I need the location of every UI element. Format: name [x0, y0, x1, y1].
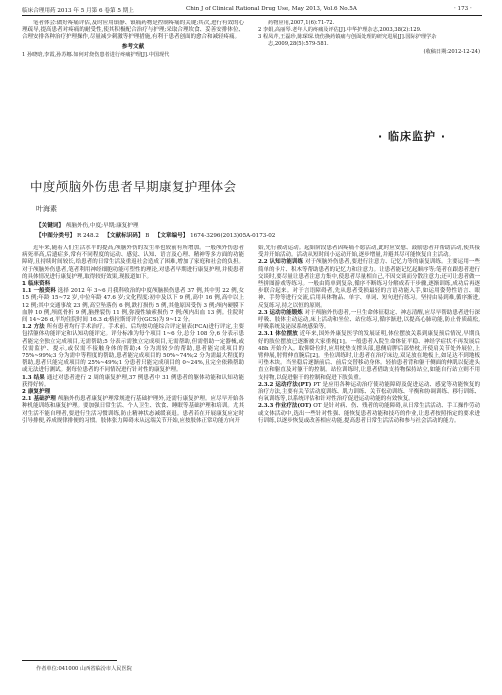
section-2-3-1-text: 近年来,国外外康复医学的发展证明,体位摆放关系到康复预后情况,早期良好的肢位摆放已逐渐被大家重视[1]。一般患者入院生命体征平稳、神经学症状不再发展后 48h 开始介入。取仰卧位时,应用枕垫支撑头部,患侧肩胛后部垫枕,开使肩关节处外展位,上臂伸展,肘臂伸直腕后[2]。坐位训练时,让患者在治疗床边,双足放在地板上,如足达不到地板可垫木块。当坐稳后逐渐前后、前后交替移动身体。轻抬患者背和躯干侧面的伸肌以促进头直立和躯直及对躯干的控制。站位训练时,让患者借助支持物保持站立,如能自行站立则不用支持物,以促进躯干的控制和促进下肢负重。 [258, 331, 480, 381]
section-2-3-3 [258, 403, 480, 425]
previous-article-paragraph: 笔者体会:做好疼痛评估,及时应用镇静、镇痛药物是控制疼痛的关键;其次,进行有效的心理疏导,提高患者对疼痛的耐受性,使其积极配合治疗与护理;采取合理坎食、妥善安排体位、合理安排各种治疗护理操作,尽量减少刺激等护理措施,有利于患者创面的愈合和减轻疼痛。 [22, 20, 244, 41]
reference-1-continued: 药物应用,2007,1(6):71-72. [268, 20, 335, 26]
section-2-2 [258, 259, 480, 309]
section-2-3-2 [258, 382, 480, 404]
received-date: (收稿日期:2012-12-24) [423, 49, 480, 55]
article-title: 中度颅脑外伤患者早期康复护理体会 [30, 179, 237, 194]
article-number-label: 【文章编号】 [154, 233, 189, 239]
running-header-english: Chin J of Clinical Rational Drug Use, May 2013, Vol.6 No.5A [186, 6, 357, 12]
section-2-3-text: 对于颅脑外伤患者,一旦生命体征稳定、神志清醒,应尽早帮助患者进行深呼吸、肢体主动运动,床上活动和坐位、站位练习,循序渐进,以提高心肺功能,防止骨质疏松,呼吸系统及泌尿系统感染等。 [258, 309, 480, 331]
section-2-2-text: 对于颅脑外伤患者,要进行注意力、记忆力等的康复训练。主要运用一些简单的卡片、积木等帮助患者的记忆力和注意力。让患者能记忆起顺序等;笔者在跟患者进行交谈时,要尽量让患者注意力集中,使患者尽量相自己,不因交谈而分散注意力;还可让患者做一些拼图游戏等练习。一般由简单到复杂,循序不断练习分解成若干步骤,逐渐训练,成功后再逐步联合起来。对于言语障碍者,先从患者受损最轻的言语功能入手,如运用姿势性语言、眼神、手势等进行交流,后用具体物品、单字、单词、短句进行练习。坚持由易到难,循序渐进,反复练习,持之以恒的原则。 [258, 259, 480, 309]
previous-article-references [258, 20, 480, 56]
body-right-column [258, 245, 480, 685]
section-1-2 [22, 324, 244, 374]
section-tag: · 临床监护 · [378, 130, 447, 143]
section-2-3-heading: 2.3 运动功能锻炼 [258, 309, 303, 316]
clc-value: R 248.2 [76, 233, 99, 239]
section-2-3-2-text: PT 是应用各种运动治疗使功能障碍及促进运动、感觉等功能恢复的治疗方法,主要有关节活动度训练、肌力训练、关节松动训练、平衡和协调训练、移行训练、有氧训练等,以系统评估和针对性治疗促进运动功能的有效恢复。 [258, 381, 480, 403]
page-number: · 173 · [454, 6, 472, 12]
keywords: 颅脑外伤,中度;早期;康复护理 [65, 223, 139, 229]
keywords-line [36, 222, 138, 230]
references-heading: 参考文献 [121, 43, 145, 50]
intro-paragraph: 近年来,随着人们生活水平的提高,颅脑外伤的发生率也较前有所增加。一般颅外伤患者病死率高,后遗症多,常有不同程度的运动、感觉、认知、语言及心理、精神等多方面的功能障碍,且持续时间较长,给患者的日常生活及重返社会造成了困难,增加了家庭和社会的负担。对于颅脑外伤患者,笔者利用神经细胞功能可塑性的理论,对患者早期进行康复护理,并使患者的具体情况进行康复护理,取得较好效果,现报道如下。 [22, 245, 244, 280]
section-2-3-2-heading: 2.3.2 运动疗法(PT) [258, 381, 312, 388]
section-2-heading: 2 康复护理 [22, 389, 51, 396]
section-1-1 [22, 288, 244, 324]
article-author: 叶海素 [36, 205, 57, 213]
section-1-3-heading: 1.3 结果 [22, 374, 45, 381]
section-2-1-continued: 始,先行被动运动。起始阶段患者因疼痛不愿活动,此时应安慰、鼓励患者并帮助活动,使其接受并开始活动。活动从短时间小运动开始,逐步增量,并避其尽可能恢复自主活动。 [258, 245, 480, 259]
reference-3: 3 程凤芹,王磊珍,陈琛琛.烧伤换药镇痛与创面处理的研究进展[J].国际护理学杂志,2009,28(5):579-581. [258, 34, 437, 47]
section-2-3 [258, 310, 480, 332]
author-affiliation: 作者单位:041000 山西省临汾市人民医院 [36, 666, 132, 672]
article-number-value: 1674-3296(2013)05A-0173-02 [190, 233, 276, 239]
doc-code-value: B [145, 233, 150, 239]
clc-label: 【中图分类号】 [36, 233, 76, 239]
reference-1: 1 孙晓晗,李霞,孙苏娜.如何对烧伤患者进行疼痛护理[J].中国现代 [22, 51, 170, 58]
section-1-1-heading: 1.1 一般资料 [22, 288, 56, 295]
section-2-3-3-heading: 2.3.3 作业疗法(OT) [258, 403, 312, 410]
classification-line [36, 232, 275, 240]
running-header-journal: 临床合理用药 2013 年 5 月第 6 卷第 5 期上 [22, 8, 134, 14]
header-rule [22, 15, 482, 16]
doc-code-label: 【文献标识码】 [104, 233, 144, 239]
section-1-2-text: 所有患者均行手术治疗。手术前、后均按功能综合评定量表(FCA)进行评定,主要包括躯体功能评定和认知功能评定。评分标准为每个项目 1~6 分,总分 108 分,6 分表示患者能完全独立完成项目,无需帮助;5 分表示需独立完成项目,无需帮助,但需借助一定器械,或仅需监护、提示,或仅需不接触身体的帮助;4 分为需较少的帮助,患者能完成项目的 75%~99%;3 分为需中等程度的帮助,患者能完成项目的 50%~74%;2 分为需最大程度的帮助,患者只能完成项目的 25%~49%;1 分患者只能完成项目的 0~24%,且完全依赖帮助或无法进行测试。据每位患者的不同情况进行针对性的康复护理。 [22, 324, 244, 374]
section-2-3-3-text: OT 是针对病、伤、残者的功能障碍,从日常生活活动、手工操作劳动或文体活动中,选出一些针对性强、能恢复患者功能和技巧的作业,让患者按照指定的要求进行训练,以逐步恢复或改善相应功能,提高患者日常生活活动和参与社会活动的能力。 [258, 403, 480, 424]
footnote-rule [22, 660, 117, 661]
section-2-1-text: 颅脑外伤患者康复护理常规进行基础护理外,还需行康复护理。应尽早开始各种机能训练和康复护理。要加强日常生活、个人卫生、饮食、睡眠等基础护理和培训。尤其对生活不能自理者,要进行生活习惯训练,防止精神状态减缓衰退。患者若在开展康复应定时引导排便,养成规律排便的习惯。肢体张力障碍未从远端关节开始,应按肢体正常功能方向开 [22, 396, 244, 424]
section-2-1 [22, 396, 244, 425]
section-1-heading: 1 临床资料 [22, 281, 51, 288]
section-2-2-heading: 2.2 认知功能训练 [258, 259, 304, 266]
reference-2: 2 李娟,高丽琴.老年人的疼痛及评估[J].中华护理杂志,2003,38(2):129. [258, 27, 422, 33]
section-2-3-1 [258, 331, 480, 381]
body-left-column [22, 245, 244, 650]
section-1-2-heading: 1.2 方法 [22, 324, 45, 331]
section-1-1-text: 选择 2012 年 3~6 月我科收治的中度颅脑损伤患者 37 例,其中男 22 例,女 15 例;年龄 15~72 岁,中位年龄 47.6 岁;文化程度:初中及以下 9 例,高中 16 例,高中以上 12 例;其中交通事故 23 例,高空坠落伤 6 例,跌打损伤 5 例,其他原因受伤 3 例;颅内硬膜下血肿 10 例,颅底骨折 9 例,脑挫裂伤 11 例,弥漫性轴索损伤 7 例;颅内出血 13 例。住院时间 14~26 d,平均住院时间 16.3 d;格拉斯哥评分(GCS)为 9~12 分。 [22, 288, 244, 324]
section-2-3-1-heading: 2.3.1 体位摆放 [258, 331, 298, 338]
keywords-label: 【关键词】 [36, 223, 64, 229]
previous-article-end [22, 20, 244, 59]
section-2-1-heading: 2.1 基础护理 [22, 396, 56, 403]
section-1-3 [22, 375, 244, 389]
section-1-3-text: 通过对患者进行 2 周的康复护理,37 例患者中 31 例患者的躯体功能和认知功能获得好转。 [22, 374, 244, 388]
